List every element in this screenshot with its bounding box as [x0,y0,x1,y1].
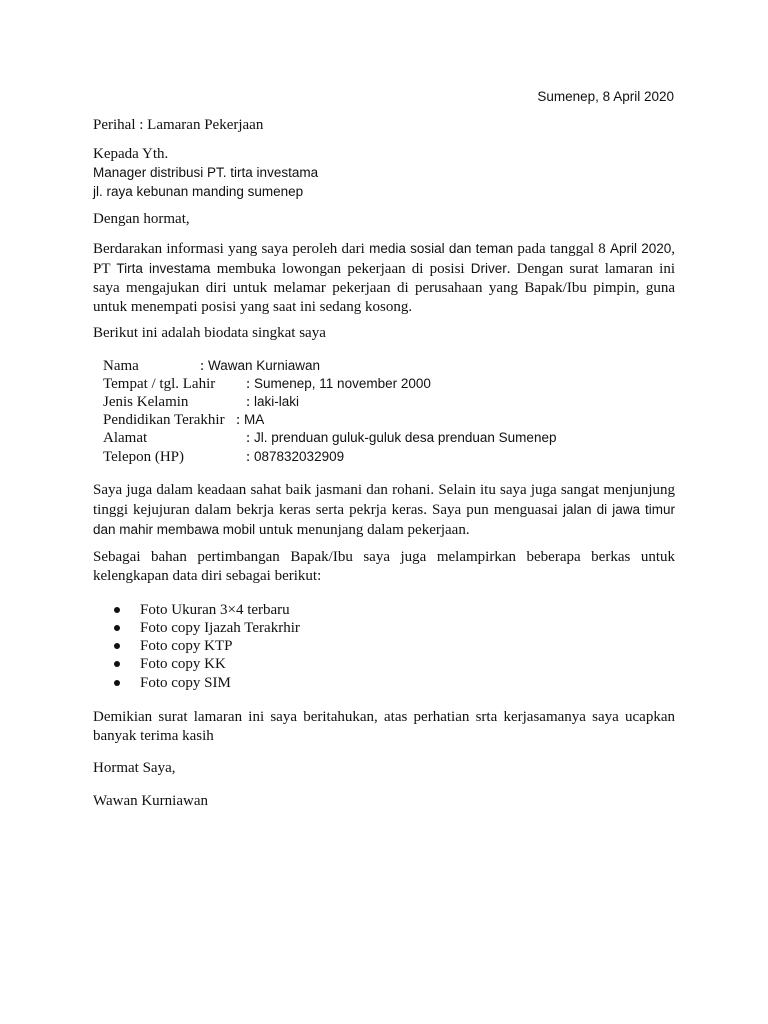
attachment-label: Foto copy Ijazah Terakrhir [140,620,300,636]
health-highlight-skills: jalan di jawa timur dan mahir membawa mobil [93,502,676,537]
intro-text-5: . Dengan surat lamaran ini saya mengajukan diri untuk melamar pekerjaan di perusahaan yang Bapak/Ibu pimpin, guna untuk menempati posisi yang saat ini sedang kosong. [93,261,676,315]
health-text-2: untuk menunjang dalam pekerjaan. [255,522,470,538]
biodata-value: laki-laki [254,394,300,409]
biodata-label: Pendidikan Terakhir [103,412,225,428]
signature-name: Wawan Kurniawan [93,793,208,809]
intro-highlight-position: Driver [470,261,507,276]
biodata-colon: : [246,430,251,446]
health-paragraph [93,481,675,540]
recipient-salutation: Kepada Yth. [93,146,169,162]
intro-highlight-company: Tirta investama [116,261,211,276]
attachment-label: Foto Ukuran 3×4 terbaru [140,602,290,618]
biodata-value: Wawan Kurniawan [208,358,321,373]
intro-highlight-date: April 2020 [609,241,672,256]
letter-subject: Perihal : Lamaran Pekerjaan [93,117,264,133]
intro-text-2: pada tanggal 8 [513,241,610,257]
bullet-icon [114,643,120,649]
attachment-label: Foto copy KTP [140,638,233,654]
bullet-icon [114,607,120,613]
biodata-label: Alamat [103,430,148,446]
intro-text-1: Berdarakan informasi yang saya peroleh dari [93,241,370,257]
biodata-label: Tempat / tgl. Lahir [103,376,216,392]
intro-text-4: membuka lowongan pekerjaan di posisi [210,261,471,277]
biodata-label: Jenis Kelamin [103,394,189,410]
attachments-intro: Sebagai bahan pertimbangan Bapak/Ibu saya juga melampirkan beberapa berkas untuk kelengkapan data diri sebagai berikut: [93,549,675,584]
intro-highlight-source: media sosial dan teman [369,241,514,256]
greeting: Dengan hormat, [93,211,190,227]
letter-date: Sumenep, 8 April 2020 [537,89,674,104]
recipient-line-2: jl. raya kebunan manding sumenep [93,184,304,199]
bullet-icon [114,680,120,686]
biodata-intro: Berikut ini adalah biodata singkat saya [93,325,326,341]
closing-paragraph: Demikian surat lamaran ini saya beritahukan, atas perhatian srta kerjasamanya saya ucapkan banyak terima kasih [93,709,675,744]
biodata-colon: : [246,376,251,392]
attachment-label: Foto copy SIM [140,675,231,691]
attachment-label: Foto copy KK [140,656,226,672]
intro-paragraph [93,239,675,317]
biodata-colon: : [246,449,251,465]
biodata-colon: : [236,412,241,428]
intro-text-3: , PT [93,241,675,277]
bullet-icon [114,661,120,667]
health-text-1: Saya juga dalam keadaan sahat baik jasmani dan rohani. Selain itu saya juga sangat menjunjung tinggi kejujuran dalam bekrja keras serta pekrja keras. Saya pun menguasai [93,482,675,518]
biodata-colon: : [200,358,205,374]
recipient-line-1: Manager distribusi PT. tirta investama [93,165,319,180]
biodata-value: Sumenep, 11 november 2000 [254,376,431,391]
biodata-label: Nama [103,358,139,374]
biodata-value: 087832032909 [254,449,345,464]
biodata-value: MA [244,412,265,427]
biodata-label: Telepon (HP) [103,449,185,465]
bullet-icon [114,625,120,631]
sign-off: Hormat Saya, [93,760,176,776]
biodata-value: Jl. prenduan guluk-guluk desa prenduan Sumenep [254,430,557,445]
biodata-colon: : [246,394,251,410]
